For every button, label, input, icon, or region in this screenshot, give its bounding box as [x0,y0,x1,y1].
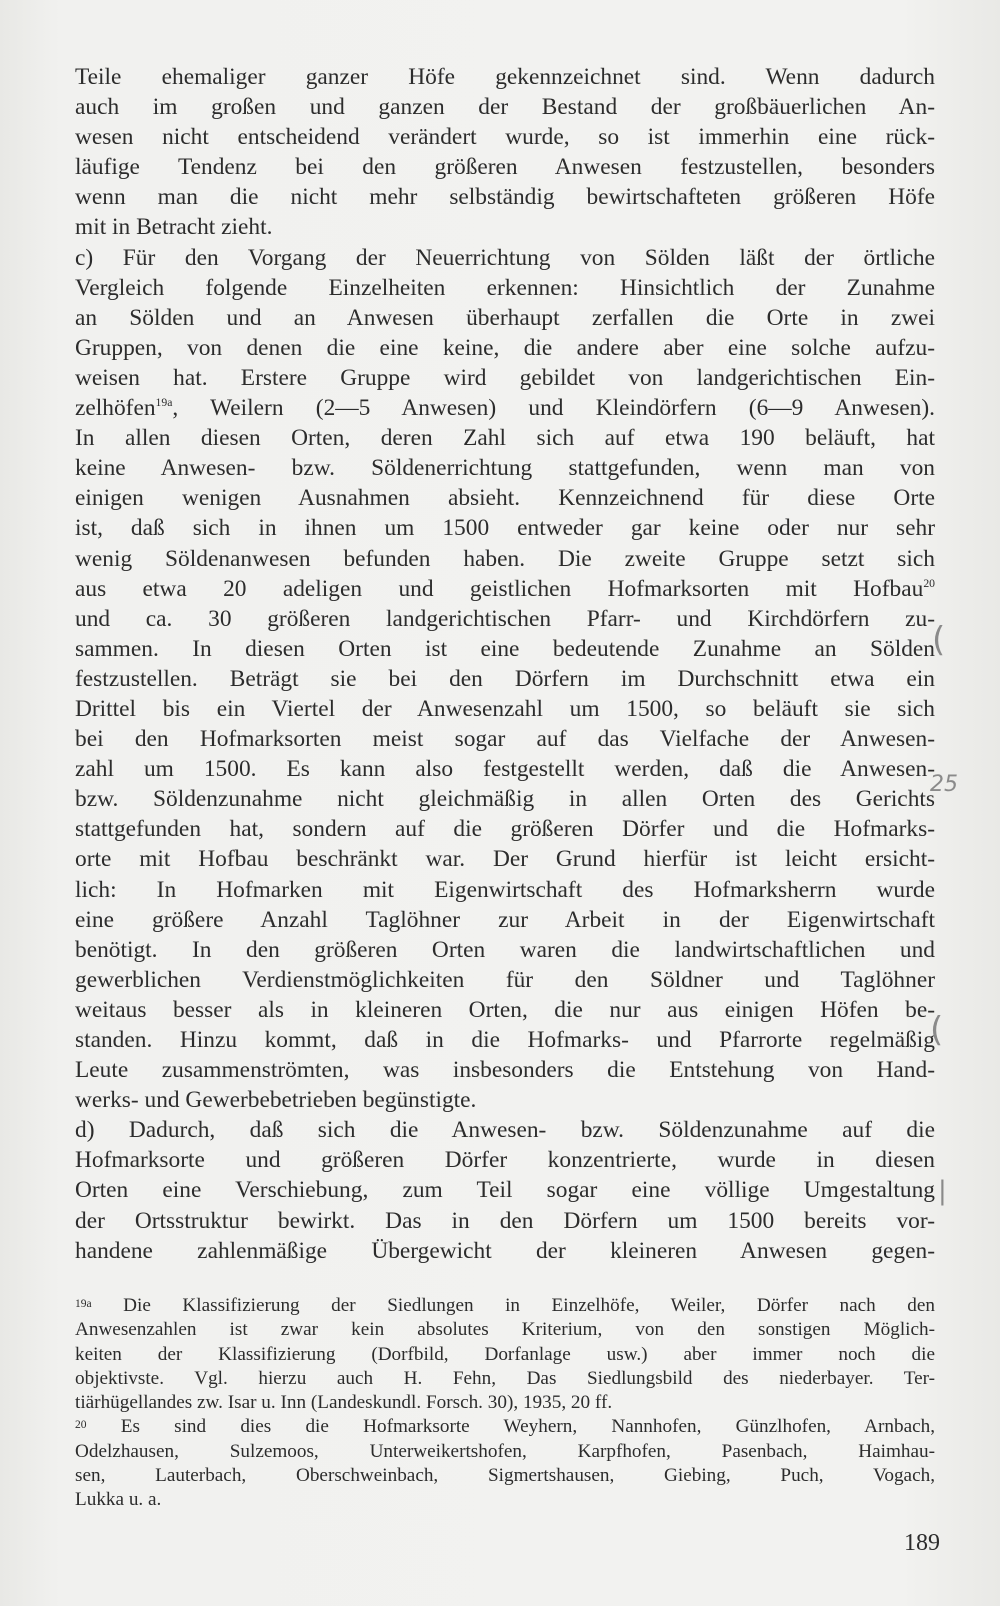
text-line: Orten eine Verschiebung, zum Teil sogar eine völlige Umgestaltung [75,1177,935,1204]
footnote-text: objektivste. Vgl. hierzu auch H. Fehn, Das Siedlungsbild des niederbayer. Ter- [75,1367,935,1389]
footnote-marker: 19a [75,1297,92,1310]
text-run: zelhöfen [75,395,156,422]
text-line: d) Dadurch, daß sich die Anwesen- bzw. Söldenzunahme auf die [75,1117,935,1144]
text-line: stattgefunden hat, sondern auf die größeren Dörfer und die Hofmarks- [75,816,935,843]
text-line: Hofmarksorte und größeren Dörfer konzentrierte, wurde in diesen [75,1147,935,1174]
footnote-line [75,1391,935,1415]
footnote-line [75,1415,935,1439]
text-line: lich: In Hofmarken mit Eigenwirtschaft des Hofmarksherrn wurde [75,876,935,903]
footnote-line [75,1343,935,1367]
text-line: Teile ehemaliger ganzer Höfe gekennzeichnet sind. Wenn dadurch [75,64,935,90]
text-line: handene zahlenmäßige Übergewicht der kleineren Anwesen gegen- [75,1237,935,1264]
text-line: benötigt. In den größeren Orten waren die landwirtschaftlichen und [75,936,935,963]
text-line: auch im großen und ganzen der Bestand der großbäuerlichen An- [75,94,935,121]
text-line: und ca. 30 größeren landgerichtischen Pfarr- und Kirchdörfern zu- [75,605,935,632]
text-line: bei den Hofmarksorten meist sogar auf das Vielfache der Anwesen- [75,726,935,753]
text-line: ist, daß sich in ihnen um 1500 entweder gar keine oder nur sehr [75,515,935,542]
footnote-line [75,1488,935,1512]
text-line: der Ortsstruktur bewirkt. Das in den Dörfern um 1500 bereits vor- [75,1207,935,1234]
page-number: 189 [904,1530,940,1556]
footnote-text: Lukka u. a. [75,1489,162,1511]
text-line: läufige Tendenz bei den größeren Anwesen festzustellen, besonders [75,154,935,181]
footnote-ref: 20 [923,576,935,590]
text-line: Leute zusammenströmten, was insbesonders die Entstehung von Hand- [75,1057,935,1084]
text-line: sammen. In diesen Orten ist eine bedeutende Zunahme an Sölden [75,635,935,662]
footnote-line [75,1440,935,1464]
text-line: Gruppen, von denen die eine keine, die andere aber eine solche aufzu- [75,334,935,361]
margin-bracket-mark: ( [932,620,946,660]
text-line [75,393,935,423]
footnote-line [75,1318,935,1342]
footnotes [75,1294,935,1513]
text-run: aus etwa 20 adeligen und geistlichen Hofmarksorten mit Hofbau [75,575,924,602]
footnote-line [75,1367,935,1391]
text-run: , Weilern (2—5 Anwesen) und Kleindörfern (6—9 Anwesen). [172,395,935,422]
text-line: weitaus besser als in kleineren Orten, die nur aus einigen Höfen be- [75,996,935,1023]
text-line: keine Anwesen- bzw. Söldenerrichtung stattgefunden, wenn man von [75,455,935,482]
footnote-text: keiten der Klassifizierung (Dorfbild, Dorfanlage usw.) aber immer noch die [75,1343,935,1365]
text-line: festzustellen. Beträgt sie bei den Dörfern im Durchschnitt etwa ein [75,665,935,692]
text-line: In allen diesen Orten, deren Zahl sich auf etwa 190 beläuft, hat [75,425,935,452]
text-line: wesen nicht entscheidend verändert wurde, so ist immerhin eine rück- [75,124,935,151]
text-line: wenn man die nicht mehr selbständig bewirtschafteten größeren Höfe [75,184,935,211]
text-line: eine größere Anzahl Taglöhner zur Arbeit in der Eigenwirtschaft [75,906,935,933]
text-line: werks- und Gewerbebetrieben begünstigte. [75,1087,477,1114]
text-line [75,574,935,604]
text-line: mit in Betracht zieht. [75,214,273,241]
footnote-line [75,1464,935,1488]
text-line: einigen wenigen Ausnahmen absieht. Kennzeichnend für diese Orte [75,485,935,512]
footnote-text: Die Klassifizierung der Siedlungen in Einzelhöfe, Weiler, Dörfer nach den [91,1295,935,1316]
margin-bracket-mark: ( [930,1010,944,1050]
text-line: wenig Söldenanwesen befunden haben. Die zweite Gruppe setzt sich [75,545,935,572]
footnote-text: Odelzhausen, Sulzemoos, Unterweikertshofen, Karpfhofen, Pasenbach, Haimhau- [75,1440,935,1462]
footnote-text: Es sind dies die Hofmarksorte Weyhern, Nannhofen, Günzlhofen, Arnbach, [86,1416,935,1438]
margin-tick-mark: | [938,1176,947,1206]
text-line: zahl um 1500. Es kann also festgestellt werden, daß die Anwesen- [75,756,935,783]
margin-note: 25 [930,772,958,797]
main-text [75,62,935,1266]
footnote-ref: 19a [155,396,173,410]
text-line: weisen hat. Erstere Gruppe wird gebildet von landgerichtischen Ein- [75,364,935,391]
text-line: standen. Hinzu kommt, daß in die Hofmarks- und Pfarrorte regelmäßig [75,1027,935,1053]
text-line: gewerblichen Verdienstmöglichkeiten für den Söldner und Taglöhner [75,966,935,993]
text-line: an Sölden und an Anwesen überhaupt zerfallen die Orte in zwei [75,304,935,331]
footnote-text: Anwesenzahlen ist zwar kein absolutes Kriterium, von den sonstigen Möglich- [75,1319,935,1341]
footnote-marker: 20 [75,1419,87,1432]
text-line: c) Für den Vorgang der Neuerrichtung von Sölden läßt der örtliche [75,244,935,271]
footnote-text: tiärhügellandes zw. Isar u. Inn (Landeskundl. Forsch. 30), 1935, 20 ff. [75,1392,613,1414]
text-line: Drittel bis ein Viertel der Anwesenzahl um 1500, so beläuft sie sich [75,695,935,722]
footnote-text: sen, Lauterbach, Oberschweinbach, Sigmertshausen, Giebing, Puch, Vogach, [75,1465,935,1487]
text-line: Vergleich folgende Einzelheiten erkennen: Hinsichtlich der Zunahme [75,274,935,301]
text-line: bzw. Söldenzunahme nicht gleichmäßig in allen Orten des Gerichts [75,786,935,813]
text-line: orte mit Hofbau beschränkt war. Der Grund hierfür ist leicht ersicht- [75,846,935,873]
footnote-line [75,1294,935,1318]
